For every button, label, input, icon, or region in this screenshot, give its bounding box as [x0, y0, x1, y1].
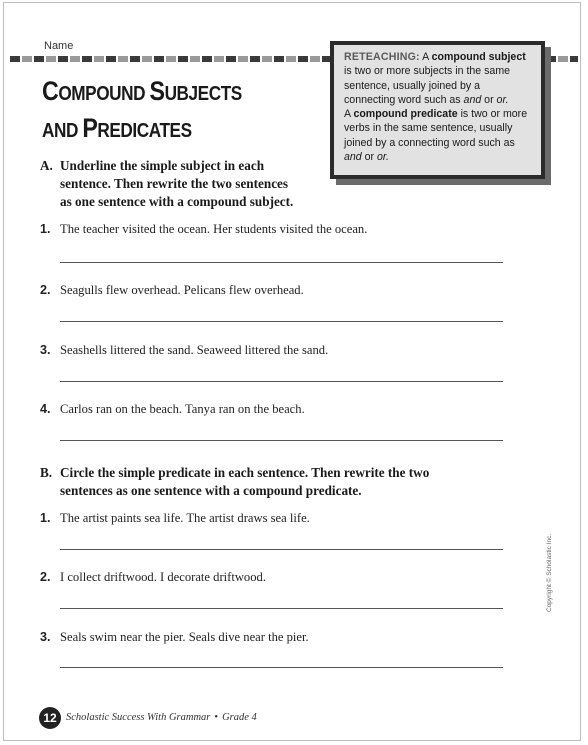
answer-line-a1[interactable] [60, 262, 503, 263]
title-line-1: COMPOUND SUBJECTS [42, 76, 242, 106]
title-line-2: AND PREDICATES [42, 113, 192, 143]
answer-line-b2[interactable] [60, 608, 503, 609]
reteaching-box [330, 41, 545, 179]
answer-line-b1[interactable] [60, 549, 503, 550]
reteaching-paragraph-2: A compound predicate is two or more verbs in the same sentence, usually joined by a connecting word such as and or or. [344, 108, 528, 164]
section-a-item-2: 2. Seagulls flew overhead. Pelicans flew overhead. [40, 283, 304, 297]
section-a-letter: A. [40, 158, 53, 173]
header-rule-right [546, 56, 578, 62]
name-writing-line[interactable] [10, 56, 332, 62]
page-title [42, 74, 266, 148]
section-b-item-2: 2. I collect driftwood. I decorate driftwood. [40, 570, 266, 584]
section-a-item-3: 3. Seashells littered the sand. Seaweed littered the sand. [40, 343, 329, 357]
section-b-item-3: 3. Seals swim near the pier. Seals dive near the pier. [40, 630, 309, 644]
answer-line-b3[interactable] [60, 667, 503, 668]
section-a-item-4: 4. Carlos ran on the beach. Tanya ran on the beach. [40, 402, 305, 416]
section-b-directions: B. Circle the simple predicate in each sentence. Then rewrite the two sentences as one sentence with a compound predicate. [40, 465, 430, 498]
answer-line-a4[interactable] [60, 440, 503, 441]
footer-text: Scholastic Success With Grammar • Grade 4 [66, 712, 257, 723]
page-number-badge: 12 [39, 707, 61, 729]
reteaching-keyword: RETEACHING: [344, 51, 420, 63]
name-label: Name [44, 40, 74, 52]
answer-line-a3[interactable] [60, 381, 503, 382]
reteaching-paragraph-1: RETEACHING: A compound subject is two or more subjects in the same sentence, usually joined by a connecting word such as and or or. [344, 51, 526, 106]
section-b-item-1: 1. The artist paints sea life. The artist draws sea life. [40, 511, 310, 525]
section-a-directions: A. Underline the simple subject in each sentence. Then rewrite the two sentences as one sentence with a compound subject. [40, 158, 294, 209]
answer-line-a2[interactable] [60, 321, 503, 322]
section-b-letter: B. [40, 465, 53, 480]
copyright-note: Copyright © Scholastic Inc. [546, 533, 553, 612]
section-a-item-1: 1. The teacher visited the ocean. Her students visited the ocean. [40, 222, 368, 236]
